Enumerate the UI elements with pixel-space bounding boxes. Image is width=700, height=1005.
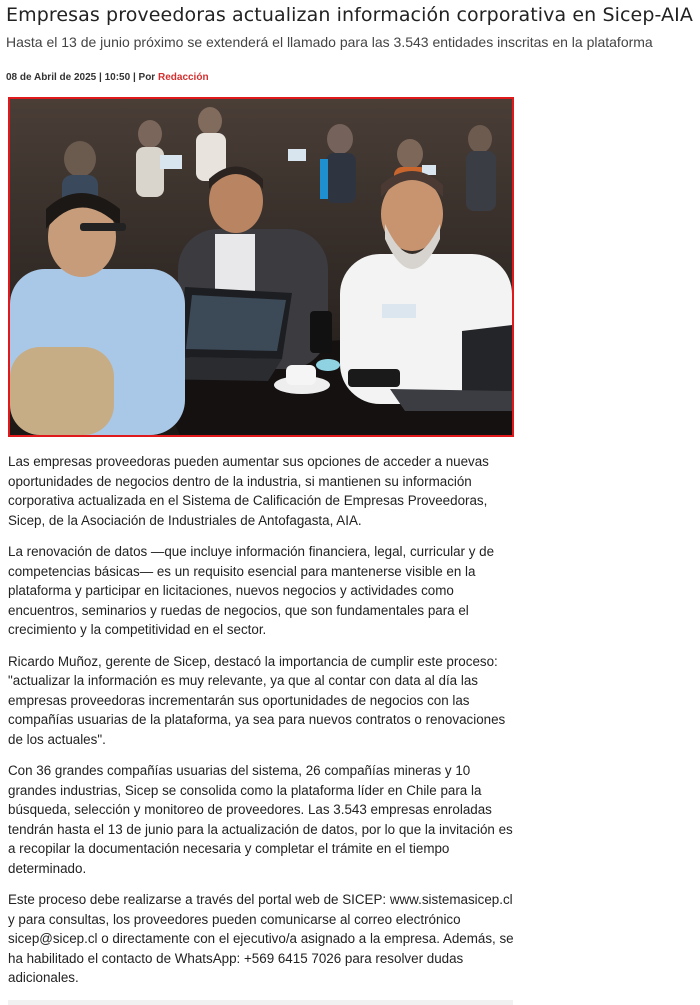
article-paragraph: Este proceso debe realizarse a través del portal web de SICEP: www.sistemasicep.cl y para consultas, los proveedores pueden comunicarse al correo electrónico sicep@sicep.cl o directamente con el ejecutivo/a asignado a la empresa. Además, se ha habilitado el contacto de WhatsApp: +569 6415 7026 para resolver dudas adicionales. [8, 892, 514, 985]
article-paragraph: Con 36 grandes compañías usuarias del sistema, 26 compañías mineras y 10 grandes industrias, Sicep se consolida como la plataforma líder en Chile para la búsqueda, selección y monitoreo de proveedores. Las 3.543 empresas enroladas tendrán hasta el 13 de junio para la actualización de datos, por lo que la invitación es a recopilar la documentación necesaria y completar el trámite en el tiempo determinado. [8, 763, 513, 876]
byline-prefix: | Por [130, 72, 158, 83]
divider [8, 1000, 513, 1005]
article-photo [8, 97, 514, 437]
article-body [8, 452, 518, 1000]
article-title: Empresas proveedoras actualizan información corporativa en Sicep-AIA [6, 4, 693, 26]
article-paragraph: La renovación de datos —que incluye información financiera, legal, curricular y de competencias básicas— es un requisito esencial para mantenerse visible en la plataforma y participar en licitaciones, nuevos negocios y actividades como encuentros, seminarios y ruedas de negocios, que son fundamentales para el crecimiento y la competitividad en el sector. [8, 544, 495, 637]
article-paragraph: Ricardo Muñoz, gerente de Sicep, destacó la importancia de cumplir este proceso: "actualizar la información es muy relevante, ya que al contar con data al día las empresas proveedoras incrementarán sus oportunidades de negocios con las compañías usuarias de la plataforma, ya sea para nuevos contratos o renovaciones de los actuales". [8, 653, 506, 747]
publish-date: 08 de Abril de 2025 [6, 72, 97, 83]
business-meeting-illustration [10, 99, 512, 435]
article-meta [6, 72, 209, 83]
publish-time: 10:50 [104, 72, 131, 83]
article-subtitle: Hasta el 13 de junio próximo se extenderá el llamado para las 3.543 entidades inscritas en la plataforma [6, 34, 653, 50]
article-paragraph: Las empresas proveedoras pueden aumentar sus opciones de acceder a nuevas oportunidades de negocios dentro de la industria, si mantienen su información corporativa actualizada en el Sistema de Calificación de Empresas Proveedoras, Sicep, de la Asociación de Industriales de Antofagasta, AIA. [8, 454, 489, 528]
meta-separator: | [96, 72, 105, 83]
author-link[interactable]: Redacción [157, 72, 209, 83]
